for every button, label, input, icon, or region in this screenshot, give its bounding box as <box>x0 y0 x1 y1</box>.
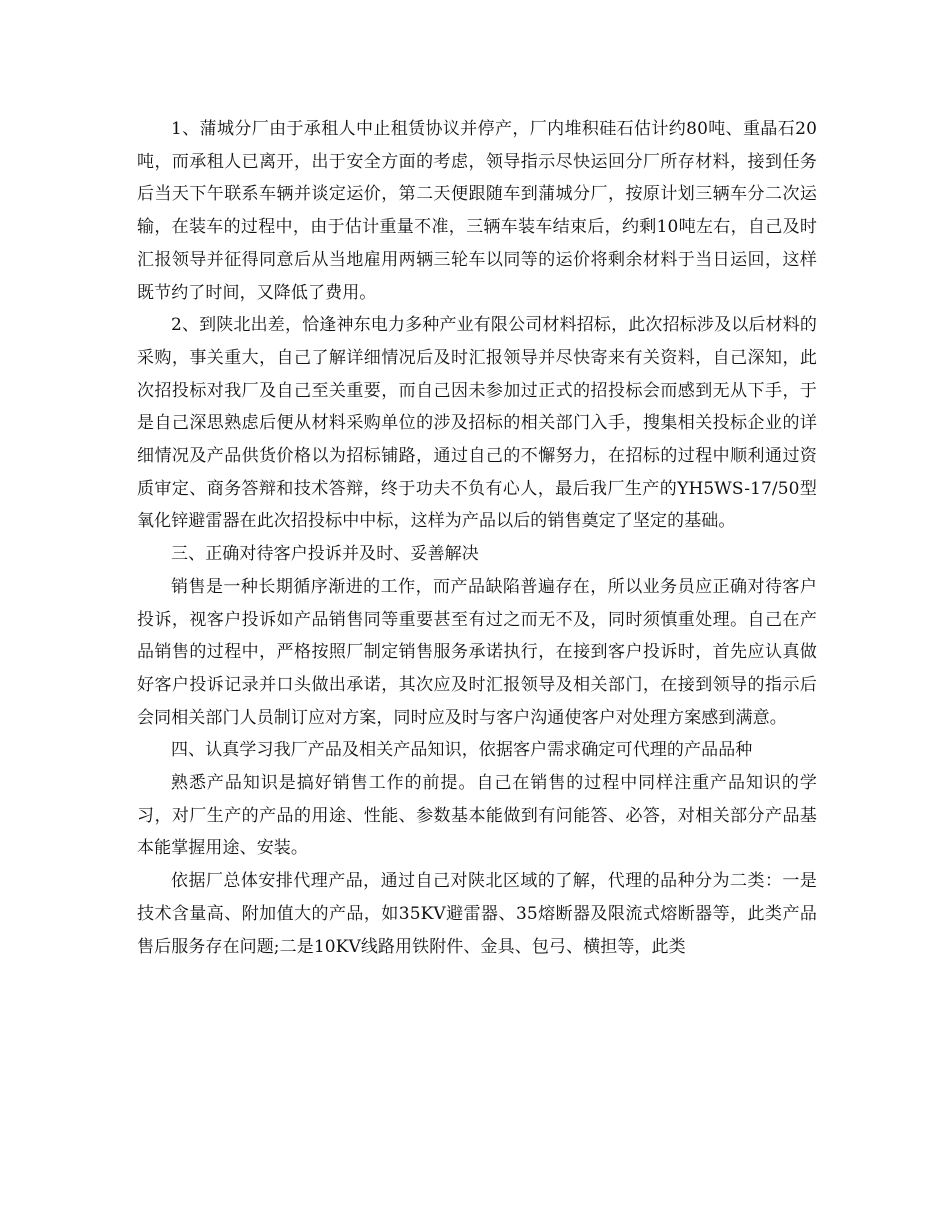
section-heading-3: 三、正确对待客户投诉并及时、妥善解决 <box>171 544 479 565</box>
paragraph-item-1: 1、蒲城分厂由于承租人中止租赁协议并停产，厂内堆积硅石估计约80吨、重晶石20吨，而承租人已离开，出于安全方面的考虑，领导指示尽快运回分厂所存材料，接到任务后当天下午联系车辆并谈定运价，第二天便跟随车到蒲城分厂，按原计划三辆车分二次运输，在装车的过程中，由于估计重量不准，三辆车装车结束后，约剩10吨左右，自己及时汇报领导并征得同意后从当地雇用两辆三轮车以同等的运价将剩余材料于当日运回，这样既节约了时间，又降低了费用。 <box>137 119 817 303</box>
section-heading-4: 四、认真学习我厂产品及相关产品知识，依据客户需求确定可代理的产品品种 <box>171 740 753 761</box>
paragraph-product-knowledge: 熟悉产品知识是搞好销售工作的前提。自己在销售的过程中同样注重产品知识的学习，对厂生产的产品的用途、性能、参数基本能做到有问能答、必答，对相关部分产品基本能掌握用途、安装。 <box>137 773 817 859</box>
paragraph-complaints: 销售是一种长期循序渐进的工作，而产品缺陷普遍存在，所以业务员应正确对待客户投诉，视客户投诉如产品销售同等重要甚至有过之而无不及，同时须慎重处理。自己在产品销售的过程中，严格按照厂制定销售服务承诺执行，在接到客户投诉时，首先应认真做好客户投诉记录并口头做出承诺，其次应及时汇报领导及相关部门，在接到领导的指示后会同相关部门人员制订应对方案，同时应及时与客户沟通使客户对处理方案感到满意。 <box>137 576 817 728</box>
paragraph-item-2: 2、到陕北出差，恰逢神东电力多种产业有限公司材料招标，此次招标涉及以后材料的采购，事关重大，自己了解详细情况后及时汇报领导并尽快寄来有关资料，自己深知，此次招投标对我厂及自己至关重要，而自己因未参加过正式的招投标会而感到无从下手，于是自己深思熟虑后便从材料采购单位的涉及招标的相关部门入手，搜集相关投标企业的详细情况及产品供货价格以为招标铺路，通过自己的不懈努力，在招标的过程中顺利通过资质审定、商务答辩和技术答辩，终于功夫不负有心人，最后我厂生产的YH5WS-17/50型氧化锌避雷器在此次招投标中中标，这样为产品以后的销售奠定了坚定的基础。 <box>137 315 817 532</box>
document-body <box>137 113 817 963</box>
paragraph-agency-products: 依据厂总体安排代理产品，通过自己对陕北区域的了解，代理的品种分为二类：一是技术含量高、附加值大的产品，如35KV避雷器、35熔断器及限流式熔断器等，此类产品售后服务存在问题;二是10KV线路用铁附件、金具、包弓、横担等，此类 <box>137 871 817 957</box>
